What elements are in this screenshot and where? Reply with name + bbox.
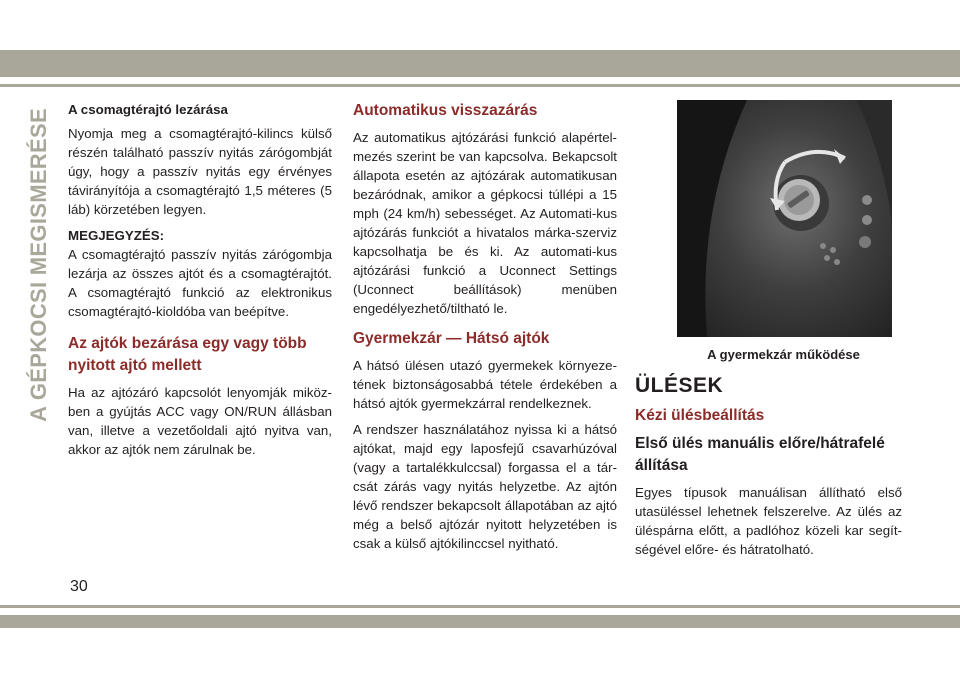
section-title-seats: ÜLÉSEK (635, 374, 724, 397)
note-text: A csomagtérajtó passzív nyitás zárógombja lezárja az összes ajtót és a csomagtérajtót. A csomagtérajtó funkció az elektronikus csomagtérajtó-kioldóba van beépítve. (68, 247, 332, 319)
paragraph: A hátsó ülésen utazó gyermekek környeze-tének biztonságosabbá tétele érdekében a hátsó ajtók gyermekzárral rendelkeznek. (353, 358, 617, 411)
column-right (635, 100, 902, 566)
note-title: MEGJEGYZÉS: (68, 228, 165, 243)
heading-manual-seats: Kézi ülésbeállítás (635, 407, 765, 424)
heading-door-locking: Az ajtók bezárása egy vagy több nyitott ajtó mellett (68, 335, 307, 374)
heading-auto-relock: Automatikus visszazárás (353, 102, 538, 119)
paragraph: A rendszer használatához nyissa ki a hátsó ajtókat, majd egy laposfejű csavarhúzóval (vagy a tartalékkulccsal) forgassa el a tár-csát zárás vagy nyitás helyzetbe. Az ajtón lévő rendszer bekapcsolt állapotában az ajtó még a belső ajtózár nyitott helyzetében is csak a külső ajtókilinccsel nyitható. (353, 422, 617, 551)
paragraph: Nyomja meg a csomagtérajtó-kilincs külső részén található passzív nyitás zárógombját úgy, hogy a passzív nyitás egy érvényes távirányítója a csomagtérajtó 1,5 méteres (5 láb) körzetében legyen. (68, 126, 332, 217)
footer-rule (0, 605, 960, 608)
child-lock-illustration (677, 100, 892, 337)
header-rule (0, 84, 960, 87)
heading-child-lock: Gyermekzár — Hátsó ajtók (353, 330, 550, 347)
paragraph: Az automatikus ajtózárási funkció alapértel-mezés szerint be van kapcsolva. Bekapcsolt állapota esetén az ajtózárak automatikusan bezáródnak, amikor a gépkocsi túllépi a 15 mph (24 km/h) sebességet. Az Automati-kus ajtózárás funkciót a hivatalos márka-szerviz kapcsolhatja be és ki. Az automati-kus ajtózárási funkció a Uconnect Settings (Uconnect beállítások) menüben engedélyezhető/tiltható le. (353, 130, 617, 316)
footer-band (0, 615, 960, 628)
child-lock-photo (677, 100, 892, 337)
header-band (0, 50, 960, 77)
paragraph: Ha az ajtózáró kapcsolót lenyomják miköz-ben a gyújtás ACC vagy ON/RUN állásban van, illetve a vezetőoldali ajtó nyitva van, akkor az ajtók nem zárulnak be. (68, 385, 332, 457)
side-section-tab (22, 92, 56, 437)
unlock-symbol-icon (862, 215, 872, 225)
column-middle (353, 100, 617, 560)
column-left (68, 100, 332, 466)
page-number: 30 (70, 578, 88, 595)
heading-liftgate-locking: A csomagtérajtó lezárása (68, 102, 228, 117)
photo-caption: A gyermekzár működése (707, 347, 860, 362)
lock-symbol-icon (862, 195, 872, 205)
side-section-title: A GÉPKOCSI MEGISMERÉSE (26, 107, 51, 422)
heading-front-seat-adjust: Első ülés manuális előre/hátrafelé állítása (635, 435, 885, 474)
paragraph: Egyes típusok manuálisan állítható első utasüléssel lehetnek felszerelve. Az ülés az üléspárna előtt, a padlóhoz közeli kar segít-ségével előre- és hátratolható. (635, 485, 902, 557)
